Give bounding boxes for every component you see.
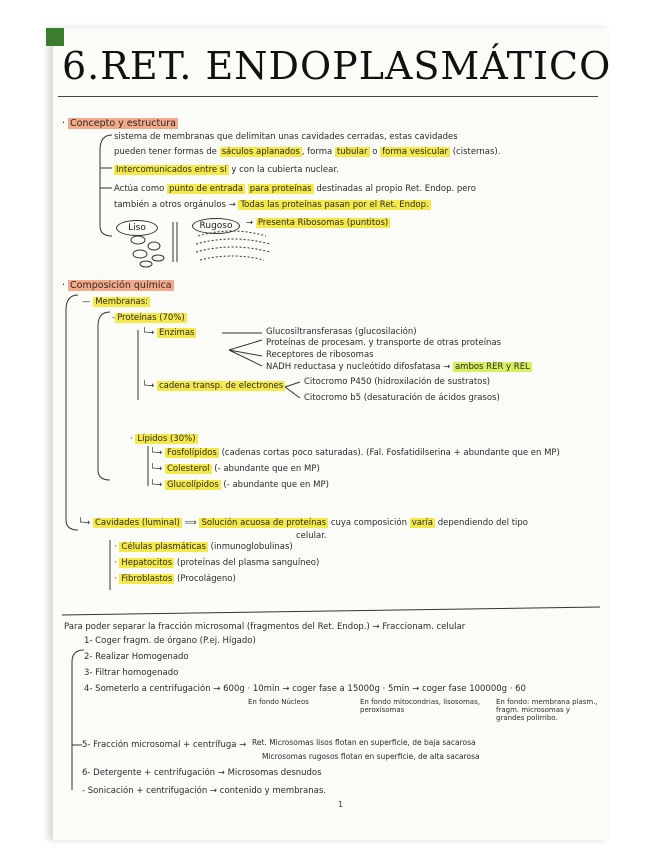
fraccionamiento-intro: Para poder separar la fracción microsomal (fragmentos del Ret. Endop.) → Fraccionam. celular [64,622,466,632]
paso-2: 2- Realizar Homogenado [84,652,189,662]
centrifuga-fondo-2: En fondo mitocondrias, lisosomas, peroxisomas [360,698,480,714]
enzima-1: Glucosiltransferasas (glucosilación) [266,327,417,337]
concepto-line-1: sistema de membranas que delimitan unas cavidades cerradas, estas cavidades [114,132,458,142]
membranas-label: — Membranas: [82,297,149,307]
enzimas-label: └→ Enzimas [142,328,195,338]
celulas-plasmaticas: · Células plasmáticas (inmunoglobulinas) [114,542,293,552]
concepto-line-3: Intercomunicados entre sí y con la cubierta nuclear. [116,165,339,175]
ribosomas-note: → Presenta Ribosomas (puntitos) [246,218,389,228]
section-concepto-heading: · Concepto y estructura [62,118,176,129]
centrifuga-fondo-3: En fondo: membrana plasm., fragm. microsomas y grandes polirribo. [496,698,598,722]
paso-7: - Sonicación + centrifugación → contenido y membranas. [82,786,326,796]
citocromo-b5: Citocromo b5 (desaturación de ácidos grasos) [304,393,500,403]
colesterol-line: └→ Colesterol (- abundante que en MP) [150,464,320,474]
liso-label: Liso [116,220,158,236]
paso-1: 1- Coger fragm. de órgano (P.ej. Hígado) [84,636,256,646]
lipidos-label: · Lípidos (30%) [130,434,196,444]
enzima-3: Receptores de ribosomas [266,350,374,360]
fibroblastos: · Fibroblastos (Procolágeno) [114,574,236,584]
fosfolipidos-line: └→ Fosfolípidos (cadenas cortas poco saturadas). (Fal. Fosfatidilserina + abundante que en MP) [150,448,560,458]
citocromo-p450: Citocromo P450 (hidroxilación de sustratos) [304,377,491,387]
paso-5: 5- Fracción microsomal + centrífuga → [82,740,247,750]
hepatocitos: · Hepatocitos (proteínas del plasma sanguíneo) [114,558,320,568]
concepto-line-5: también a otros orgánulos → Todas las proteínas pasan por el Ret. Endop. [114,200,429,210]
page-number: 1 [338,800,344,809]
paso-6: 6- Detergente + centrifugación → Microsomas desnudos [82,768,322,778]
enzima-4: NADH reductasa y nucleótido difosfatasa → ambos RER y REL [266,362,530,372]
page-title: 6.RET. ENDOPLASMÁTICO [62,44,612,88]
proteinas-label: - Proteínas (70%) [112,313,185,323]
rugoso-label: Rugoso [192,218,240,234]
centrifuga-fondo-1: En fondo Núcleos [248,698,309,706]
glucolipidos-line: └→ Glucolípidos (- abundante que en MP) [150,480,329,490]
cavidades-line-2: celular. [296,531,327,541]
concepto-line-4: Actúa como punto de entrada para proteínas destinadas al propio Ret. Endop. pero [114,184,477,194]
microsomas-lisos: Ret. Microsomas lisos flotan en superficie, de baja sacarosa [252,738,476,747]
enzima-2: Proteínas de procesam. y transporte de otras proteínas [266,338,502,348]
paso-3: 3- Filtrar homogenado [84,668,179,678]
cavidades-line: └→ Cavidades (luminal) ⟹ Solución acuosa de proteínas cuya composición varía dependiendo del tipo [78,518,528,528]
cadena-label: └→ cadena transp. de electrones [142,381,284,391]
paso-4: 4- Someterlo a centrifugación → 600g · 10min → coger fase a 15000g · 5min → coger fase 100000g · 60 [84,684,526,694]
section-composicion-heading: · Composición química [62,280,172,291]
concepto-line-2: pueden tener formas de sáculos aplanados , forma tubular o forma vesicular (cisternas). [114,147,501,157]
microsomas-rugosos: Microsomas rugosos flotan en superficie, de alta sacarosa [262,752,480,761]
